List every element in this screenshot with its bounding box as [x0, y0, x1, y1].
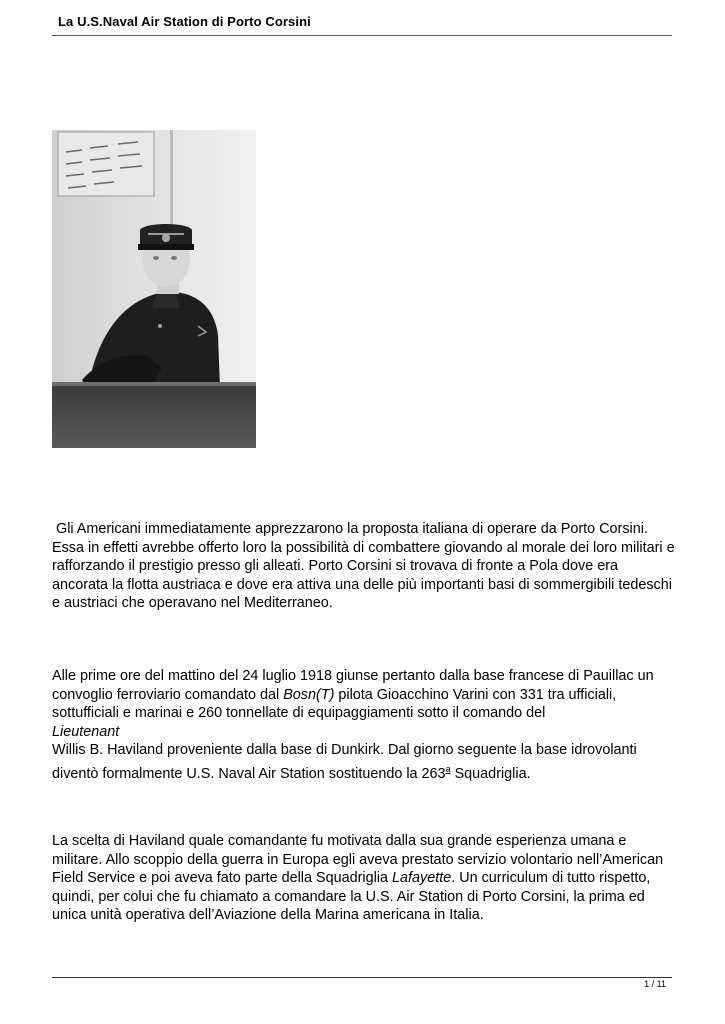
- paragraph-2-italic-rank: Bosn(T): [283, 686, 335, 703]
- paragraph-2-text: [52, 667, 676, 783]
- paragraph-2-part1: Alle prime ore del mattino del 24 luglio 1918 giunse pertanto dalla base francese di Pauillac un convoglio ferroviario comandato dal: [52, 668, 654, 703]
- paragraph-2-superscript: a: [445, 763, 451, 774]
- paragraph-3-part2: . Un curriculum di tutto rispetto, quindi, per colui che fu chiamato a comandare la U.S. Air Station di Porto Corsini, la prima ed unica unità operativa dell’Aviazione della Marina americana in Italia.: [52, 870, 651, 923]
- paragraph-3: [52, 832, 676, 925]
- paragraph-1-text: Gli Americani immediatamente apprezzarono la proposta italiana di operare da Porto Corsini. Essa in effetti avrebbe offerto loro la possibilità di combattere giovando al morale dei loro militari e rafforzando il prestigio presso gli alleati. Porto Corsini si trovava di fronte a Pola dove era ancorata la flotta austriaca e dove era attiva una delle più importanti basi di sommergibili tedeschi e austriaci che operavano nel Mediterraneo.: [52, 521, 679, 611]
- footer-divider: [52, 977, 672, 978]
- paragraph-1: [52, 520, 679, 613]
- paragraph-3-italic-squadron: Lafayette: [391, 870, 452, 886]
- paragraph-2-part4: Squadriglia.: [450, 765, 531, 782]
- paragraph-2-part3: Willis B. Haviland proveniente dalla base di Dunkirk. Dal giorno seguente la base idrovolanti diventò formalmente U.S. Naval Air Station sostituendo la 263: [52, 742, 637, 782]
- portrait-photo: [52, 130, 256, 448]
- paragraph-3-part1: La scelta di Haviland quale comandante fu motivata dalla sua grande esperienza umana e militare. Allo scoppio della guerra in Europa egli aveva prestato servizio volontario nell’American Field Service e poi aveva fato parte della Squadriglia: [52, 833, 664, 886]
- paragraph-3-text: [52, 832, 676, 925]
- paragraph-2-part2: pilota Gioacchino Varini con 331 tra ufficiali, sottufficiali e marinai e 260 tonnellate di equipaggiamenti sotto il comando del: [52, 686, 617, 721]
- paragraph-2-italic-lieutenant: Lieutenant: [52, 723, 120, 740]
- paragraph-2: [52, 667, 676, 783]
- page-number: 1 / 11: [644, 979, 666, 989]
- document-header-title: La U.S.Naval Air Station di Porto Corsini: [58, 14, 311, 29]
- portrait-photo-icon: [52, 130, 256, 448]
- header-divider: [52, 35, 672, 36]
